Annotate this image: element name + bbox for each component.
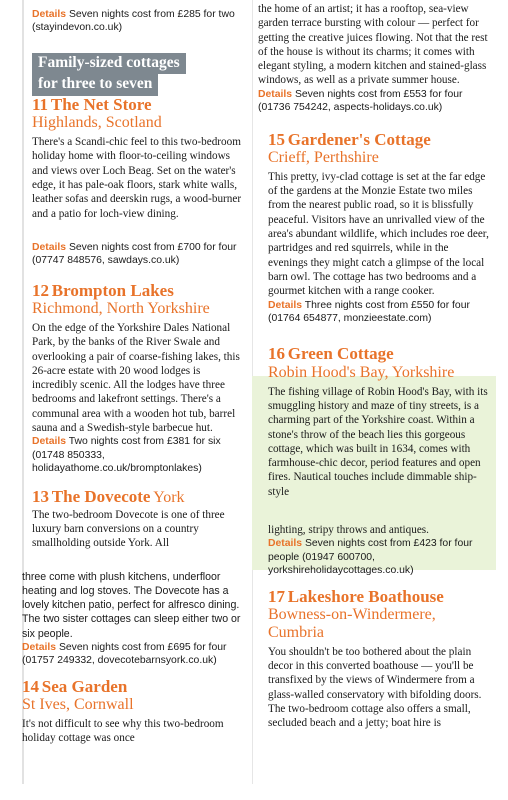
listing-number: 12	[32, 280, 49, 300]
listing-16-title	[258, 344, 490, 364]
listing-number: 13	[32, 486, 49, 506]
listing-body: It's not difficult to see why this two-bedroom holiday cottage was once	[22, 717, 224, 745]
banner-line-2: for three to seven	[32, 74, 158, 96]
listing-number: 17	[268, 586, 285, 606]
top-details	[22, 8, 248, 35]
listing-location: Highlands, Scotland	[32, 114, 162, 132]
listing-body: There's a Scandi-chic feel to this two-bedroom holiday home with floor-to-ceiling windows and views over Loch Beag. Set on the water's edge, it has pale-oak floors, stark white walls, leather sofas and deerskin rugs, a wood-burner and a patio for loch-view dining.	[32, 136, 242, 220]
listing-number: 11	[32, 94, 49, 114]
details-text: Seven nights cost from £553 for four (01736 754242, aspects-holidays.co.uk)	[258, 88, 463, 114]
listing-name: The Net Store	[50, 94, 152, 114]
section-banner	[22, 53, 248, 96]
listing-name: The Dovecote	[51, 486, 151, 506]
details-text: Seven nights cost from £695 for four (01757 249332, dovecotebarnsyork.co.uk)	[22, 641, 227, 667]
listing-14-body-continued: the home of an artist; it has a rooftop, sea-view garden terrace bursting with colour — perfect for getting the creative juices flowing. Not that the rest of the house is without its charms; it comes with elegant styling, a modern kitchen and stained-glass windows, as well as a private summer house.	[258, 3, 488, 87]
details-label: Details	[258, 88, 293, 100]
details-label: Details	[32, 9, 67, 20]
listing-name: Brompton Lakes	[51, 280, 174, 300]
details-text: Three nights cost from £550 for four (01764 654877, monzieestate.com)	[268, 299, 470, 324]
details-label: Details	[32, 436, 67, 448]
details-label: Details	[268, 538, 303, 550]
left-column	[22, 0, 248, 746]
details-text: Two nights cost from £381 for six (01748 850333, holidayathome.co.uk/bromptonlakes)	[32, 436, 221, 475]
listing-name: Sea Garden	[41, 676, 128, 696]
details-text: Seven nights cost from £700 for four (07747 848576, sawdays.co.uk)	[32, 241, 237, 267]
listing-body: On the edge of the Yorkshire Dales National Park, by the banks of the River Swale and overlooking a pair of coarse-fishing lakes, this 26-acre estate with 20 wood lodges is incredibly scenic. All the lodges have three bedrooms and lakefront settings. There's a communal area with a wooden hot tub, barrel sauna and a Swedish-style barbecue hut.	[32, 322, 240, 435]
listing-body-continued: three come with plush kitchens, underfloor heating and log stoves. The Dovecote has a lovely kitchen patio, perfect for alfresco dining. The two sister cottages can sleep either two or six people.	[22, 570, 241, 640]
details-text: Seven nights cost from £423 for four people (01947 600700, yorkshireholidaycottages.co.uk)	[268, 538, 473, 577]
listing-name: Lakeshore Boathouse	[287, 586, 444, 606]
details-label: Details	[32, 241, 67, 253]
listing-details	[258, 88, 490, 115]
listing-17-title	[258, 586, 490, 606]
listing-details	[258, 537, 490, 577]
listing-details	[22, 641, 248, 668]
listing-body: You shouldn't be too bothered about the plain decor in this converted boathouse — you'll be transfixed by the views of Windermere from a glass-walled conservatory with bifolding doors. The two-bedroom cottage also offers a small, secluded beach and a jetty; boat hire is	[268, 645, 482, 730]
right-column	[258, 0, 490, 731]
listing-body: The fishing village of Robin Hood's Bay, with its smuggling history and maze of tiny streets, is a charming part of the Yorkshire coast. Within a stone's throw of the beach lies this gorgeous cottage, which was built in 1634, comes with farmhouse-chic decor, period features and open fires. Nautical touches include dimmable ship-style	[268, 385, 488, 498]
listing-name: Gardener's Cottage	[287, 129, 431, 149]
listing-location: Bowness-on-Windermere, Cumbria	[268, 605, 436, 641]
banner-line-1: Family-sized cottages	[32, 53, 186, 75]
listing-location: Richmond, North Yorkshire	[32, 300, 210, 317]
listing-12-title	[22, 280, 248, 300]
details-label: Details	[22, 641, 57, 653]
listing-11-title	[22, 94, 248, 114]
listing-location: St Ives, Cornwall	[22, 695, 134, 713]
listing-details	[22, 435, 248, 475]
listing-number: 15	[268, 129, 285, 149]
listing-number: 16	[268, 344, 285, 364]
listing-14-title	[22, 676, 248, 696]
listing-body: This pretty, ivy-clad cottage is set at the far edge of the gardens at the Monzie Estate two miles from the nearest public road, so it is blissfully peaceful. Visitors have an unrivalled view of the area's abundant wildlife, which includes roe deer, partridges and red squirrels, while in the evenings they might catch a glimpse of the local barn owl. The cottage has two bedrooms and a gourmet kitchen with a range cooker.	[268, 170, 489, 298]
details-label: Details	[268, 299, 303, 311]
listing-15-title	[258, 129, 490, 149]
listing-location: Crieff, Perthshire	[268, 148, 379, 166]
listing-13-title	[22, 486, 248, 506]
details-text: Seven nights cost from £285 for two (stayindevon.co.uk)	[32, 9, 235, 34]
listing-name: Green Cottage	[287, 344, 394, 364]
listing-location: York	[153, 488, 185, 506]
listing-details	[258, 299, 490, 326]
listing-number: 14	[22, 676, 39, 696]
listing-details	[22, 241, 248, 268]
listing-body: The two-bedroom Dovecote is one of three luxury barn conversions on a country smallholding outside York. All	[32, 508, 225, 550]
listing-body-continued: lighting, stripy throws and antiques.	[268, 524, 429, 537]
listing-location: Robin Hood's Bay, Yorkshire	[268, 363, 455, 381]
